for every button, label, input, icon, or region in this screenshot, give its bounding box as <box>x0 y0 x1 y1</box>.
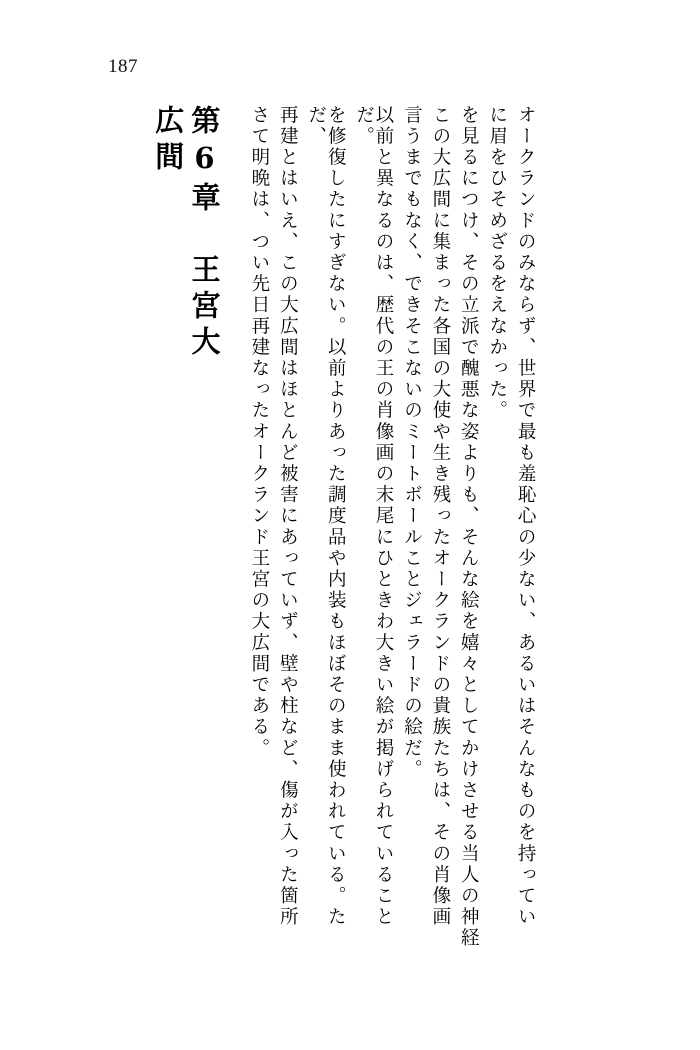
body-column-7: を見るにつけ、その立派で醜悪な姿よりも、そんな絵を嬉々としてかけさせる当人の神経 <box>458 105 480 949</box>
body-column-3: を修復したにすぎない。以前よりあった調度品や内装もほぼそのまま使われている。ただ、 <box>305 105 347 928</box>
vertical-text-block <box>150 105 620 975</box>
page-number: 187 <box>108 56 138 77</box>
body-column-6: この大広間に集まった各国の大使や生き残ったオークランドの貴族たちは、その肖像画 <box>429 105 451 928</box>
body-column-2: 再建とはいえ、この大広間はほとんど被害にあっていず、壁や柱など、傷が入った箇所 <box>277 105 299 928</box>
body-column-1: さて明晩は、つい先日再建なったオークランド王宮の大広間である。 <box>248 105 270 760</box>
body-column-8: に眉をひそめざるをえなかった。 <box>486 105 508 422</box>
body-column-9: オークランドのみならず、世界で最も羞恥心の少ない、あるいはそんなものを持ってい <box>515 105 537 928</box>
body-column-4: 以前と異なるのは、歴代の王の肖像画の末尾にひときわ大きい絵が掲げられていることだ。 <box>353 105 395 928</box>
body-column-5: 言うまでもなく、できそこないのミートボールことジェラードの絵だ。 <box>401 105 423 781</box>
chapter-title: 第6章 王宮大広間 <box>151 105 222 362</box>
